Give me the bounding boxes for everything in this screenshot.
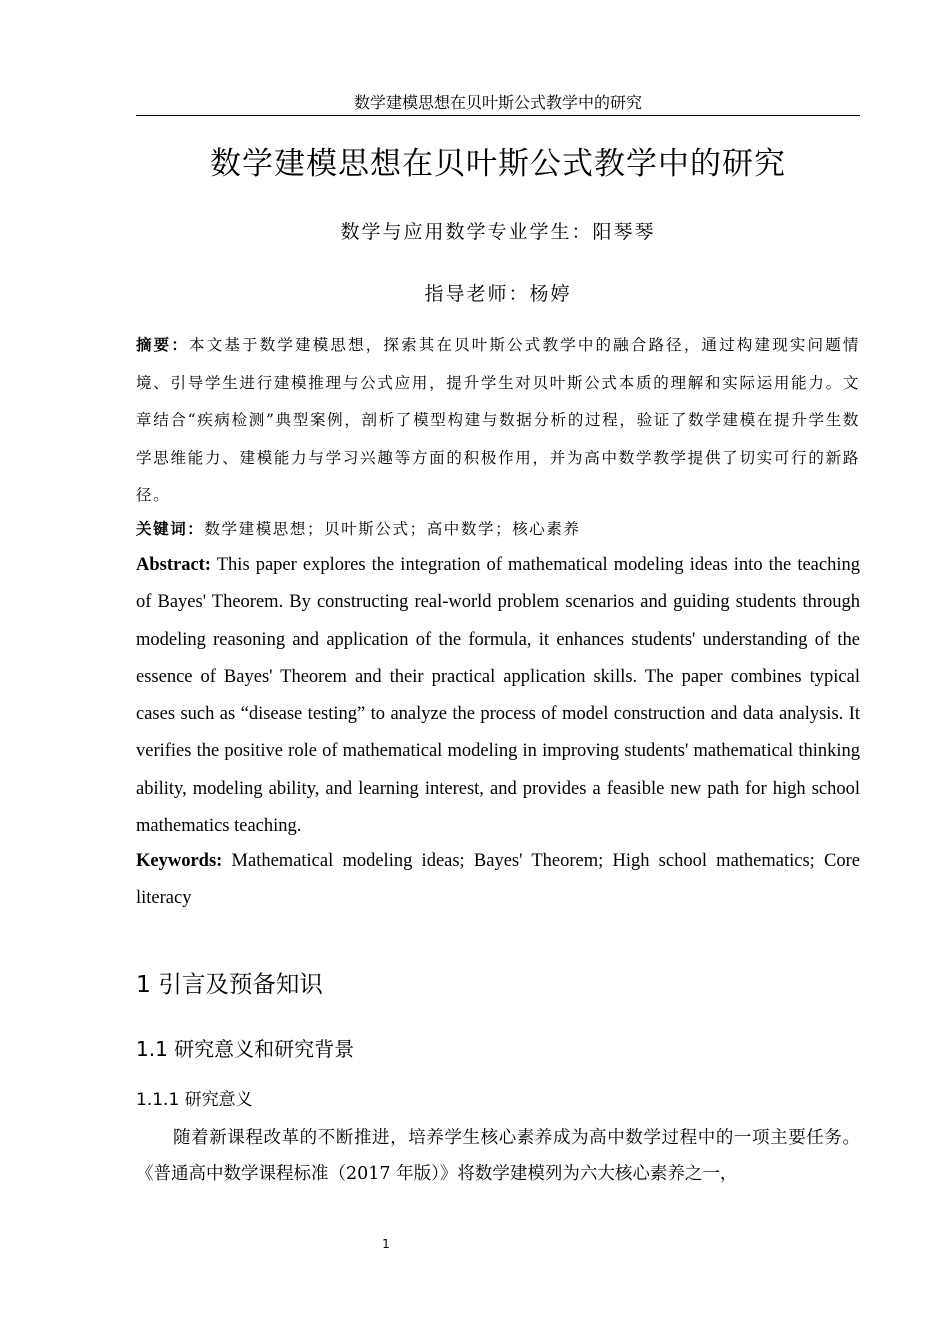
section-heading-1-1-1: 1.1.1 研究意义 <box>136 1090 253 1110</box>
section-heading-1-1: 1.1 研究意义和研究背景 <box>136 1037 355 1061</box>
chinese-keywords-label: 关键词： <box>136 519 205 538</box>
advisor-line: 指导老师：杨婷 <box>424 283 572 305</box>
running-header: 数学建模思想在贝叶斯公式教学中的研究 <box>136 92 860 116</box>
chinese-keywords <box>136 512 860 546</box>
chinese-keywords-text: 数学建模思想；贝叶斯公式；高中数学；核心素养 <box>204 520 581 538</box>
chinese-abstract-label: 摘要： <box>136 335 190 354</box>
page-number: 1 <box>382 1237 390 1251</box>
english-keywords-text: Mathematical modeling ideas; Bayes' Theorem; High school mathematics; Core literacy <box>136 851 860 909</box>
chinese-abstract-text: 本文基于数学建模思想，探索其在贝叶斯公式教学中的融合路径，通过构建现实问题情境、引导学生进行建模推理与公式应用，提升学生对贝叶斯公式本质的理解和实际运用能力。文章结合“疾病检测”典型案例，剖析了模型构建与数据分析的过程，验证了数学建模在提升学生数学思维能力、建模能力与学习兴趣等方面的积极作用，并为高中数学教学提供了切实可行的新路径。 <box>136 336 860 504</box>
english-abstract-label: Abstract: <box>136 555 212 575</box>
author-line: 数学与应用数学专业学生：阳琴琴 <box>340 221 656 243</box>
chinese-abstract <box>136 326 860 515</box>
english-abstract-text: This paper explores the integration of mathematical modeling ideas into the teaching of Bayes' Theorem. By constructing real-world problem scenarios and guiding students through modeling reasoning and application of the formula, it enhances students' understanding of the essence of Bayes' Theorem and their practical application skills. The paper combines typical cases such as “disease testing” to analyze the process of model construction and data analysis. It verifies the positive role of mathematical modeling in improving students' mathematical thinking ability, modeling ability, and learning interest, and provides a feasible new path for high school mathematics teaching. <box>136 555 860 837</box>
body-paragraph: 随着新课程改革的不断推进，培养学生核心素养成为高中数学过程中的一项主要任务。《普通高中数学课程标准（2017 年版）》将数学建模列为六大核心素养之一， <box>136 1128 860 1184</box>
english-abstract <box>136 547 860 845</box>
english-keywords <box>136 843 860 918</box>
paper-title: 数学建模思想在贝叶斯公式教学中的研究 <box>210 146 786 182</box>
english-keywords-label: Keywords: <box>136 851 223 871</box>
section-heading-1: 1 引言及预备知识 <box>136 970 323 998</box>
